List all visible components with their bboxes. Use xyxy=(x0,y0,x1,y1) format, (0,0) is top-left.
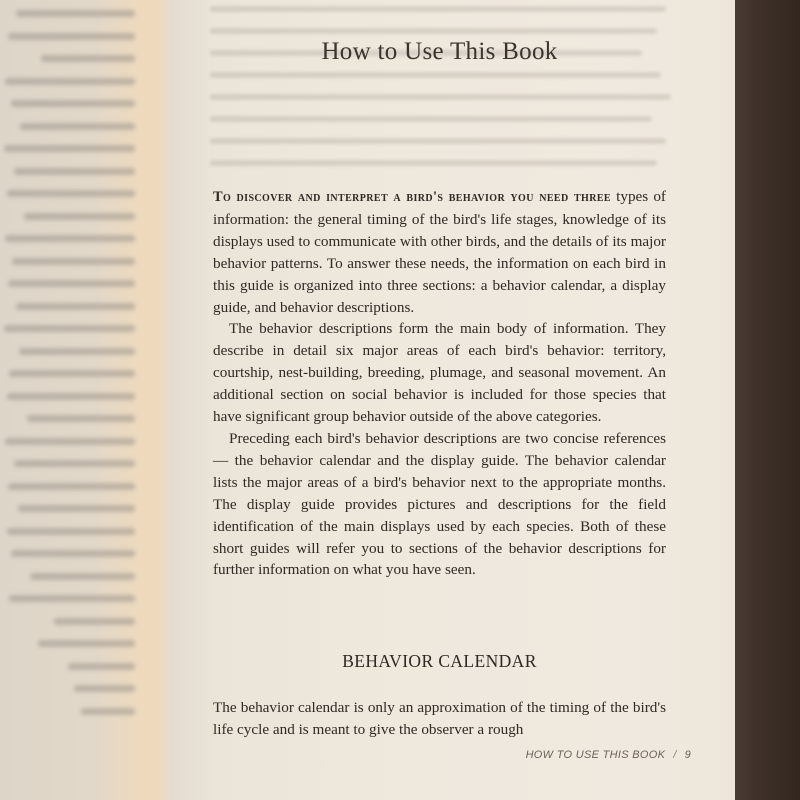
intro-text xyxy=(213,186,666,581)
footer-separator: / xyxy=(673,749,677,761)
facing-page-blurred-text xyxy=(0,10,135,730)
page-footer xyxy=(526,749,691,761)
facing-page-left xyxy=(0,0,172,800)
background-surface xyxy=(735,0,800,800)
behavior-calendar-text xyxy=(213,697,666,741)
bleed-through-text xyxy=(210,6,680,182)
book-page-right xyxy=(172,0,735,800)
running-head: HOW TO USE THIS BOOK xyxy=(525,749,666,761)
page-number: 9 xyxy=(684,749,691,761)
paragraph-2: The behavior descriptions form the main body of information. They describe in detail six major areas of each bird's behavior: territory, courtship, nest-building, breeding, plumage, and seasonal movement. An additional section on social behavior is included for those species that have significant group behavior outside of the above categories. xyxy=(213,320,666,426)
paragraph-4: The behavior calendar is only an approximation of the timing of the bird's life cycle and is meant to give the observer a rough xyxy=(213,699,666,738)
section-heading-behavior-calendar: BEHAVIOR CALENDAR xyxy=(342,651,537,671)
chapter-title: How to Use This Book xyxy=(321,38,558,65)
paragraph-1 xyxy=(213,186,666,318)
intro-lead-smallcaps: To discover and interpret a bird's behavior you need three xyxy=(213,189,611,205)
paragraph-3: Preceding each bird's behavior descriptions are two concise references — the behavior calendar and the display guide. The behavior calendar lists the major areas of a bird's behavior next to the appropriate months. The display guide provides pictures and descriptions for the field identification of the main displays used by each species. Both of these short guides will refer you to sections of the behavior descriptions for further information on what you have seen. xyxy=(213,429,666,579)
paragraph-1-text: types of information: the general timing of the bird's life stages, knowledge of its displays used to communicate with other birds, and the details of its major behavior patterns. To answer these needs, the information on each bird in this guide is organized into three sections: a behavior calendar, a display guide, and behavior descriptions. xyxy=(213,188,666,316)
